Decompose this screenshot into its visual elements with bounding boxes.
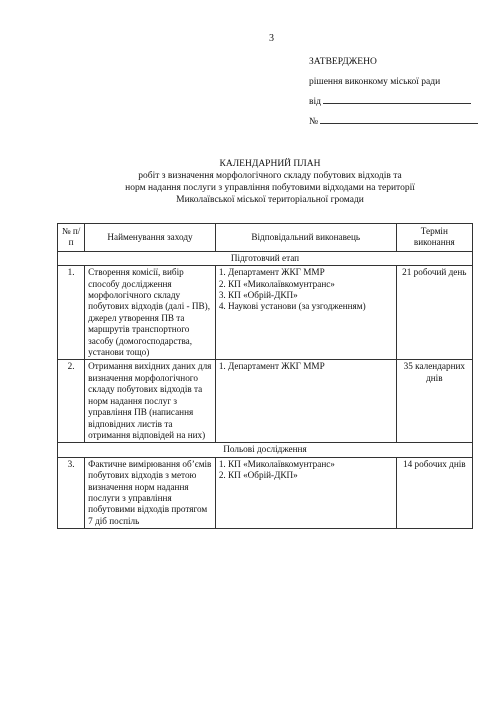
calendar-plan-table <box>57 223 473 529</box>
title-line-1: робіт з визначення морфологічного складу побутових відходів та <box>138 171 402 181</box>
header-name: Найменування заходу <box>85 224 216 252</box>
stage-row <box>58 251 473 265</box>
row-name: Створення комісії, вибір способу дослідження морфологічного складу побутових відходів (далі - ПВ), джерел утворення ПВ та маршрутів транспортного засобу (домогосподарства, установи тощо) <box>85 266 216 360</box>
approval-date-blank <box>323 94 471 104</box>
stage-field-research: Польові дослідження <box>58 443 473 457</box>
responsible-item: 1. Департамент ЖКГ ММР <box>218 361 325 372</box>
approval-number-blank <box>320 114 478 124</box>
page-number: 3 <box>269 33 274 44</box>
approval-block <box>309 52 478 132</box>
row-term: 14 робочих днів <box>396 457 472 528</box>
title-line-2: норм надання послуги з управління побутовими відходами на території <box>125 183 415 193</box>
responsible-item: 2. КП «Обрій-ДКП» <box>218 470 298 481</box>
approval-date-line <box>309 92 478 112</box>
responsible-item: 2. КП «Миколаївкомунтранс» <box>218 278 335 289</box>
title-main: КАЛЕНДАРНИЙ ПЛАН <box>219 159 321 169</box>
row-name: Фактичне вимірювання об’ємів побутових відходів з метою визначення норм надання послуги з управління побутовими відходів протягом 7 діб поспіль <box>85 457 216 528</box>
approval-number-line <box>309 112 478 132</box>
document-title <box>60 158 480 206</box>
title-line-3: Миколаївської міської територіальної громади <box>176 195 364 205</box>
row-num: 1. <box>58 266 85 360</box>
header-term: Термін виконання <box>396 224 472 252</box>
row-responsible <box>215 266 396 360</box>
table-header-row <box>58 224 473 252</box>
responsible-item: 1. КП «Миколаївкомунтранс» <box>218 458 335 469</box>
table-row <box>58 457 473 528</box>
stage-preparatory: Підготовчий етап <box>58 251 473 265</box>
table-row <box>58 360 473 443</box>
row-responsible <box>215 457 396 528</box>
table-row <box>58 266 473 360</box>
header-num: № п/п <box>58 224 85 252</box>
approval-decision-line: рішення виконкому міської ради <box>309 77 441 87</box>
row-num: 2. <box>58 360 85 443</box>
approval-from-label: від <box>309 97 321 107</box>
approval-number-label: № <box>309 117 319 127</box>
row-term: 35 календарних днів <box>396 360 472 443</box>
responsible-item: 3. КП «Обрій-ДКП» <box>218 290 298 301</box>
responsible-item: 4. Наукові установи (за узгодженням) <box>218 301 366 312</box>
header-responsible: Відповідальний виконавець <box>215 224 396 252</box>
row-term: 21 робочий день <box>396 266 472 360</box>
row-responsible <box>215 360 396 443</box>
row-name: Отримання вихідних даних для визначення морфологічного складу побутових відходів та норм надання послуг з управління ПВ (написання відповідних листів та отримання відповідей на них) <box>85 360 216 443</box>
responsible-item: 1. Департамент ЖКГ ММР <box>218 267 325 278</box>
approval-heading: ЗАТВЕРДЖЕНО <box>309 57 377 67</box>
stage-row <box>58 443 473 457</box>
row-num: 3. <box>58 457 85 528</box>
